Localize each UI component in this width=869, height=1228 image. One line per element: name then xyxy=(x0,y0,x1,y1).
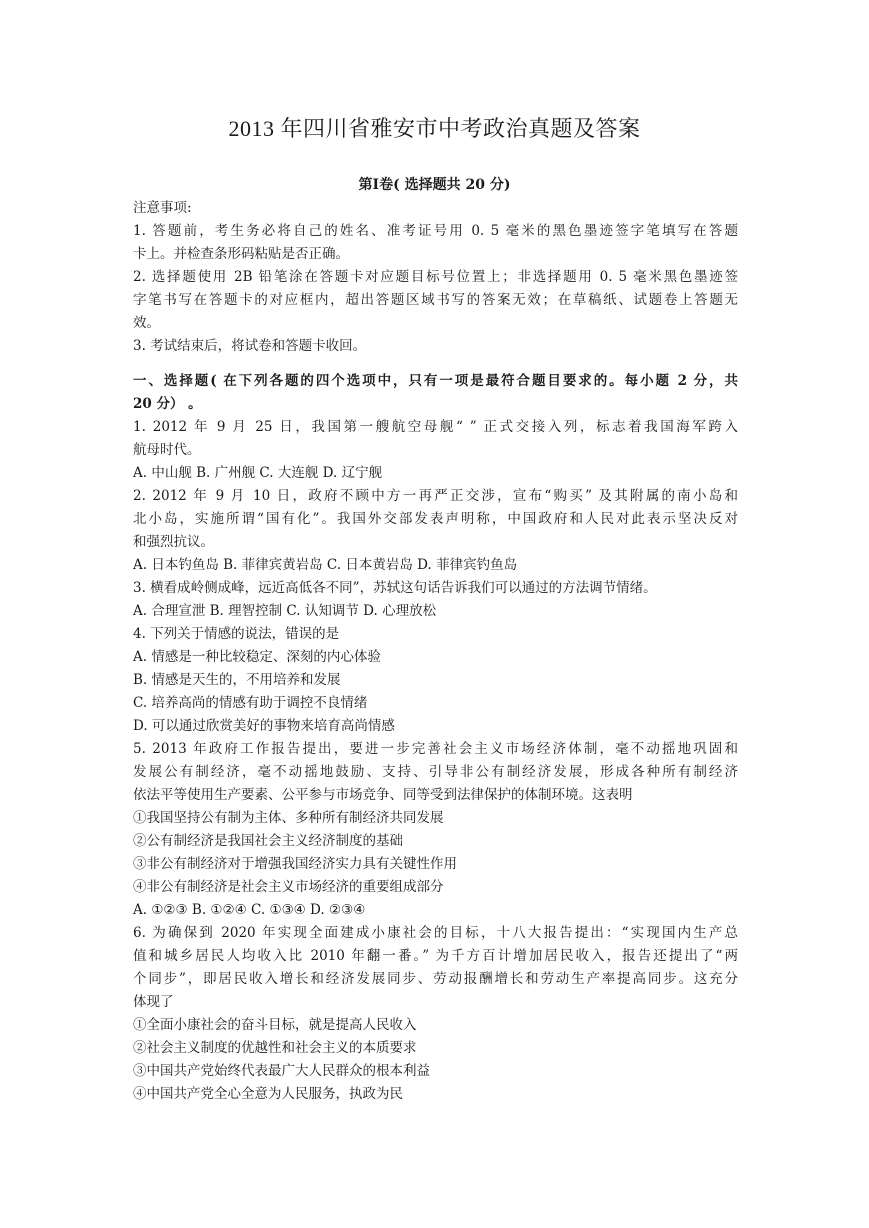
question-stem: 体现了 xyxy=(133,994,174,1010)
question-statement: ②公有制经济是我国社会主义经济制度的基础 xyxy=(133,833,403,849)
question-stem: 依法平等使用生产要素、公平参与市场竞争、同等受到法律保护的体制环境。这表明 xyxy=(133,787,633,803)
question-statement: ①全面小康社会的奋斗目标，就是提高人民收入 xyxy=(133,1017,417,1033)
question-stem: 发展公有制经济，毫不动摇地鼓励、支持、引导非公有制经济发展，形成各种所有制经济 xyxy=(133,764,738,780)
question-statement: ③中国共产党始终代表最广大人民群众的根本利益 xyxy=(133,1063,430,1079)
question-options: A. 日本钓鱼岛 B. 菲律宾黄岩岛 C. 日本黄岩岛 D. 菲律宾钓鱼岛 xyxy=(133,557,518,573)
question-stem: 航母时代。 xyxy=(133,442,201,458)
question-stem: 6. 为确保到 2020 年实现全面建成小康社会的目标，十八大报告提出：“实现国内生产总 xyxy=(133,925,738,941)
question-options: A. ①②③ B. ①②④ C. ①③④ D. ②③④ xyxy=(133,902,366,918)
question-option: B. 情感是天生的，不用培养和发展 xyxy=(133,672,341,688)
note-line: 1. 答题前，考生务必将自己的姓名、准考证号用 0. 5 毫米的黑色墨迹签字笔填写在答题 xyxy=(133,223,738,239)
notes-heading: 注意事项: xyxy=(133,200,192,216)
part-heading: 一、选择题( 在下列各题的四个选项中，只有一项是最符合题目要求的。每小题 2 分，共 xyxy=(133,373,738,389)
question-stem: 2. 2012 年 9 月 10 日，政府不顾中方一再严正交涉，宣布“购买” 及其附属的南小岛和 xyxy=(133,488,738,504)
note-line: 字笔书写在答题卡的对应框内，超出答题区域书写的答案无效；在草稿纸、试题卷上答题无 xyxy=(133,292,738,308)
question-option: D. 可以通过欣赏美好的事物来培育高尚情感 xyxy=(133,718,395,734)
note-line: 3. 考试结束后，将试卷和答题卡收回。 xyxy=(133,338,367,354)
question-statement: ④中国共产党全心全意为人民服务，执政为民 xyxy=(133,1086,403,1102)
spacer xyxy=(133,358,738,370)
question-stem: 4. 下列关于情感的说法，错误的是 xyxy=(133,626,340,642)
note-line: 卡上。并检查条形码粘贴是否正确。 xyxy=(133,246,349,262)
question-options: A. 中山舰 B. 广州舰 C. 大连舰 D. 辽宁舰 xyxy=(133,465,383,481)
question-options: A. 合理宣泄 B. 理智控制 C. 认知调节 D. 心理放松 xyxy=(133,603,437,619)
question-stem: 北小岛，实施所谓“国有化”。我国外交部发表声明称，中国政府和人民对此表示坚决反对 xyxy=(133,511,738,527)
question-option: C. 培养高尚的情感有助于调控不良情绪 xyxy=(133,695,368,711)
question-stem: 个同步”，即居民收入增长和经济发展同步、劳动报酬增长和劳动生产率提高同步。这充分 xyxy=(133,971,738,987)
question-statement: ③非公有制经济对于增强我国经济实力具有关键性作用 xyxy=(133,856,457,872)
section-title: 第Ⅰ卷( 选择题共 20 分) xyxy=(358,177,511,193)
question-stem: 3. 横看成岭侧成峰，远近高低各不同”，苏轼这句话告诉我们可以通过的方法调节情绪。 xyxy=(133,580,657,596)
document-body xyxy=(133,197,738,1106)
question-statement: ②社会主义制度的优越性和社会主义的本质要求 xyxy=(133,1040,417,1056)
question-stem: 5. 2013 年政府工作报告提出，要进一步完善社会主义市场经济体制，毫不动摇地巩固和 xyxy=(133,741,738,757)
question-statement: ④非公有制经济是社会主义市场经济的重要组成部分 xyxy=(133,879,444,895)
part-heading: 20 分） 。 xyxy=(133,396,202,412)
question-stem: 和强烈抗议。 xyxy=(133,534,214,550)
note-line: 2. 选择题使用 2B 铅笔涂在答题卡对应题目标号位置上；非选择题用 0. 5 毫米黑色墨迹签 xyxy=(133,269,738,285)
note-line: 效。 xyxy=(133,315,160,331)
document-title: 2013 年四川省雅安市中考政治真题及答案 xyxy=(228,116,641,141)
question-stem: 1. 2012 年 9 月 25 日，我国第一艘航空母舰“ ” 正式交接入列，标志着我国海军跨入 xyxy=(133,419,738,435)
question-option: A. 情感是一种比较稳定、深刻的内心体验 xyxy=(133,649,381,665)
question-stem: 值和城乡居民人均收入比 2010 年翻一番。” 为千方百计增加居民收入，报告还提出了“两 xyxy=(133,948,738,964)
question-statement: ①我国坚持公有制为主体、多种所有制经济共同发展 xyxy=(133,810,444,826)
